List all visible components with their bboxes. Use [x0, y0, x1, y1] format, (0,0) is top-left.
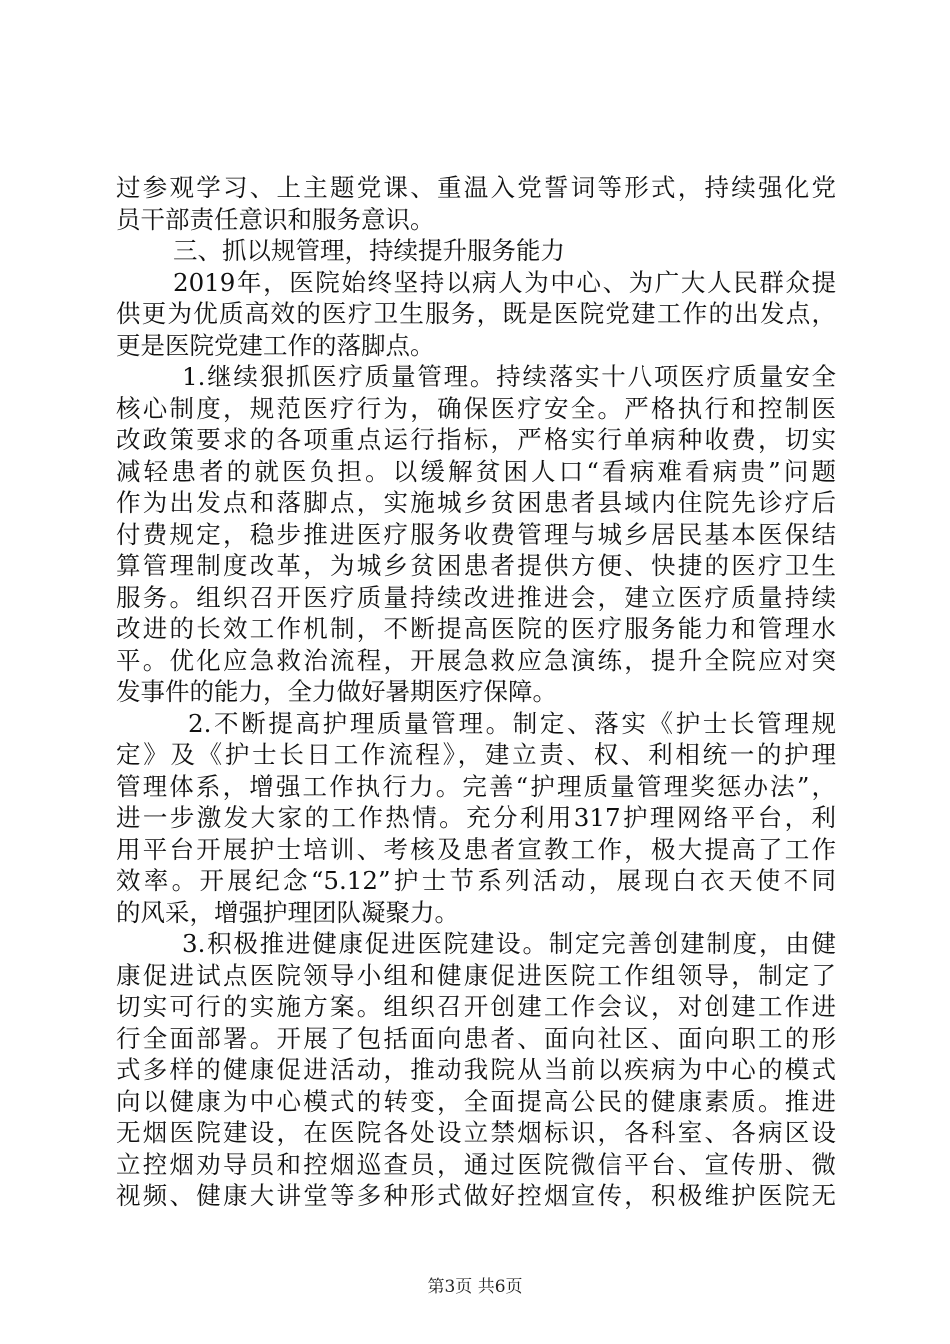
text-line: 更是医院党建工作的落脚点。: [116, 330, 435, 360]
section-heading: 三、抓以规管理，持续提升服务能力: [173, 236, 565, 265]
text-line: 切实可行的实施方案。组织召开创建工作会议，对创建工作进: [116, 992, 836, 1021]
text-line: 式多样的健康促进活动，推动我院从当前以疾病为中心的模式: [116, 1055, 836, 1084]
text-line: 改进的长效工作机制，不断提高医院的医疗服务能力和管理水: [116, 614, 836, 643]
text-line: 用平台开展护士培训、考核及患者宣教工作，极大提高了工作: [116, 834, 836, 864]
text-line: 效率。开展纪念“5.12”护士节系列活动，展现白衣天使不同: [116, 866, 836, 895]
text-line: 供更为优质高效的医疗卫生服务，既是医院党建工作的出发点，: [116, 299, 836, 328]
text-line: 服务。组织召开医疗质量持续改进推进会，建立医疗质量持续: [116, 582, 836, 612]
text-line: 3.积极推进健康促进医院建设。制定完善创建制度，由健: [182, 929, 836, 958]
text-line: 无烟医院建设，在医院各处设立禁烟标识，各科室、各病区设: [116, 1118, 836, 1147]
document-body: [116, 172, 836, 1212]
text-line: 员干部责任意识和服务意识。: [116, 204, 435, 234]
text-line: 核心制度，规范医疗行为，确保医疗安全。严格执行和控制医: [116, 393, 836, 423]
text-line: 定》及《护士长日工作流程》，建立责、权、利相统一的护理: [116, 740, 836, 769]
text-line: 平。优化应急救治流程，开展急救应急演练，提升全院应对突: [116, 645, 836, 675]
text-line: 发事件的能力，全力做好暑期医疗保障。: [116, 677, 557, 706]
page-number-footer: 第3页 共6页: [427, 1277, 523, 1297]
text-line: 减轻患者的就医负担。以缓解贫困人口“看病难看病贵”问题: [116, 456, 836, 486]
text-line: 作为出发点和落脚点，实施城乡贫困患者县域内住院先诊疗后: [116, 488, 836, 517]
text-line: 的风采，增强护理团队凝聚力。: [116, 897, 459, 927]
text-line: 1.继续狠抓医疗质量管理。持续落实十八项医疗质量安全: [182, 362, 836, 391]
text-line: 行全面部署。开展了包括面向患者、面向社区、面向职工的形: [116, 1023, 836, 1053]
text-line: 进一步激发大家的工作热情。充分利用317护理网络平台，利: [116, 803, 836, 832]
text-line: 2.不断提高护理质量管理。制定、落实《护士长管理规: [188, 708, 836, 738]
text-line: 立控烟劝导员和控烟巡查员，通过医院微信平台、宣传册、微: [116, 1149, 836, 1179]
text-line: 过参观学习、上主题党课、重温入党誓词等形式，持续强化党: [116, 173, 836, 202]
text-line: 2019年，医院始终坚持以病人为中心、为广大人民群众提: [173, 267, 836, 297]
text-line: 付费规定，稳步推进医疗服务收费管理与城乡居民基本医保结: [116, 519, 836, 549]
text-line: 算管理制度改革，为城乡贫困患者提供方便、快捷的医疗卫生: [116, 551, 836, 580]
text-line: 康促进试点医院领导小组和健康促进医院工作组领导，制定了: [116, 960, 836, 990]
text-line: 管理体系，增强工作执行力。完善“护理质量管理奖惩办法”，: [116, 771, 836, 801]
text-line: 视频、健康大讲堂等多种形式做好控烟宣传，积极维护医院无: [116, 1181, 836, 1210]
text-line: 改政策要求的各项重点运行指标，严格实行单病种收费，切实: [116, 425, 836, 454]
text-line: 向以健康为中心模式的转变，全面提高公民的健康素质。推进: [116, 1086, 836, 1116]
